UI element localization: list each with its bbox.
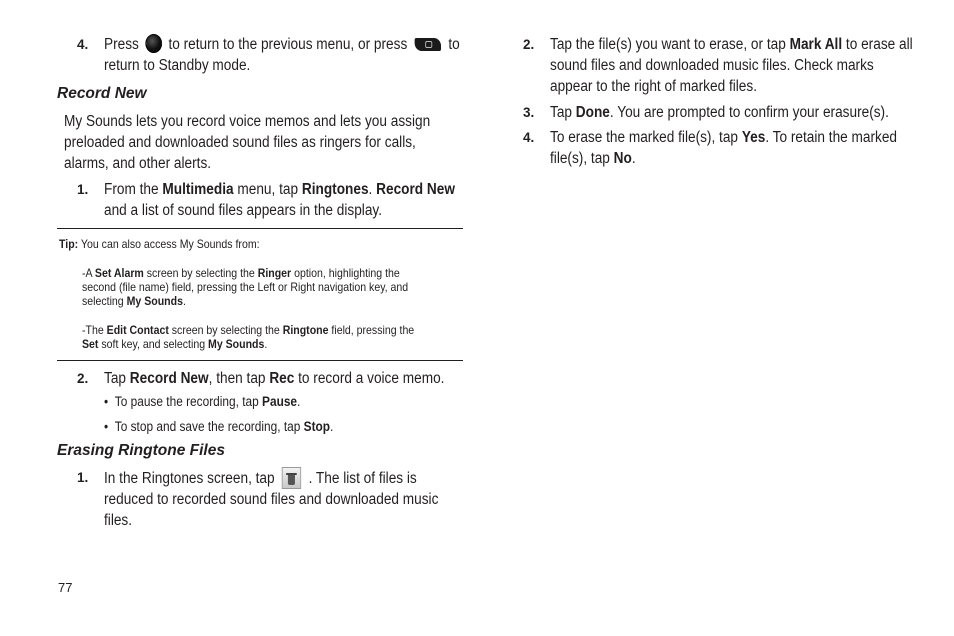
round-back-key-icon (145, 34, 162, 53)
heading-record-new: Record New (57, 85, 147, 102)
page-number: 77 (58, 580, 73, 595)
tip-bottom-divider (57, 360, 463, 361)
heading-erasing-ringtone-files: Erasing Ringtone Files (57, 442, 225, 459)
tip-item-edit-contact: -The Edit Contact screen by selecting the Ringtone field, pressing the Set soft key, and selecting My Sounds. (82, 323, 415, 351)
trash-icon (282, 467, 301, 489)
tip-item-set-alarm: -A Set Alarm screen by selecting the Ringer option, highlighting the second (file name) field, pressing the Left or Right navigation key, and selecting My Sounds. (82, 266, 409, 308)
bullet-pause: • To pause the recording, tap Pause. (104, 394, 301, 409)
end-key-icon (415, 38, 441, 51)
tip-top-divider (57, 228, 463, 229)
tip-intro: Tip: You can also access My Sounds from: (59, 237, 260, 251)
bullet-stop: • To stop and save the recording, tap Stop. (104, 419, 334, 434)
record-new-intro: My Sounds lets you record voice memos and lets you assign preloaded and downloaded sound files as ringers for calls, alarms, and other alerts. (64, 113, 431, 172)
